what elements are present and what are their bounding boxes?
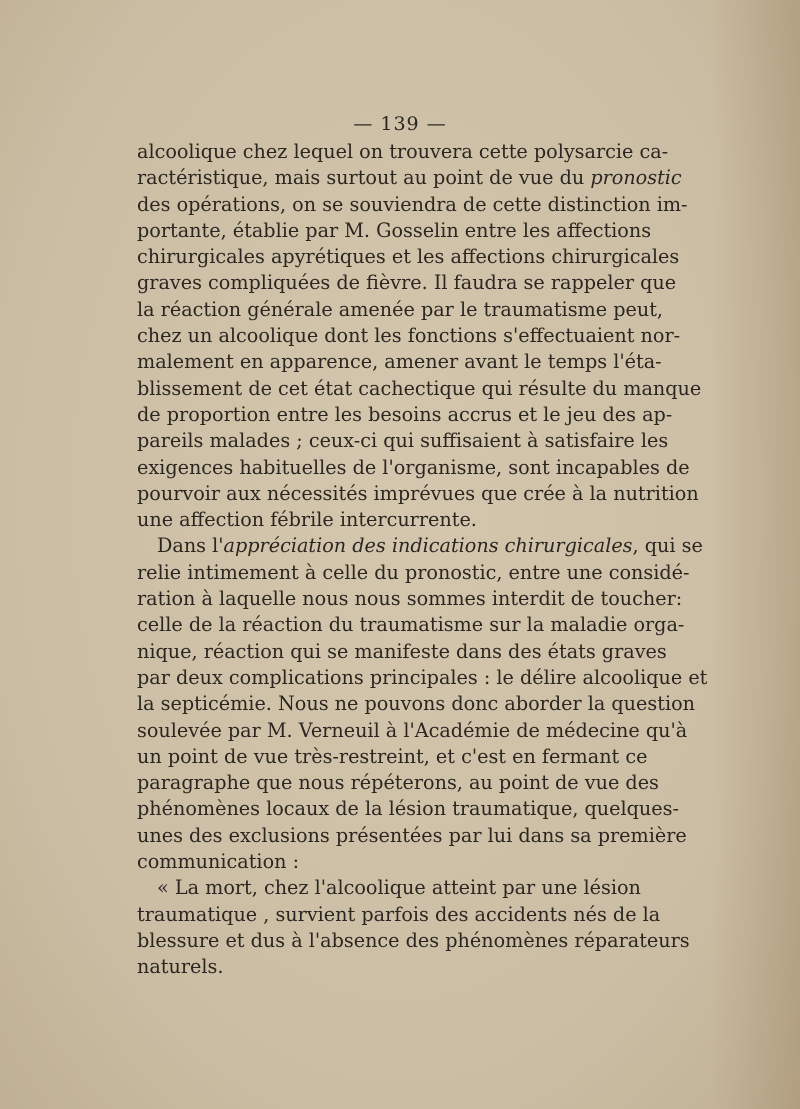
text-line xyxy=(137,533,703,559)
text-line xyxy=(137,244,680,270)
text-line xyxy=(137,770,659,796)
text-line xyxy=(137,165,682,191)
text-segment: pourvoir aux nécessités imprévues que crée à la nutrition xyxy=(137,481,699,505)
text-line xyxy=(137,849,615,875)
text-segment: unes des exclusions présentées par lui dans sa première xyxy=(137,823,687,847)
paper-stain xyxy=(710,0,800,1109)
text-line xyxy=(137,428,669,454)
text-line xyxy=(137,376,702,402)
text-segment: graves compliquées de fièvre. Il faudra se rappeler que xyxy=(137,271,677,295)
text-segment: paragraphe que nous répéterons, au point de vue des xyxy=(137,771,659,795)
italic-text: pronostic xyxy=(590,166,682,190)
text-line xyxy=(137,560,690,586)
text-line xyxy=(137,796,679,822)
text-segment: nique, réaction qui se manifeste dans des états graves xyxy=(137,639,667,663)
text-line xyxy=(137,954,615,980)
text-segment: blessure et dus à l'absence des phénomènes réparateurs xyxy=(137,928,690,952)
text-segment: chirurgicales apyrétiques et les affections chirurgicales xyxy=(137,245,680,269)
text-segment: la réaction générale amenée par le traumatisme peut, xyxy=(137,297,663,321)
text-line xyxy=(137,902,661,928)
text-segment: exigences habituelles de l'organisme, sont incapables de xyxy=(137,455,690,479)
text-line xyxy=(137,718,688,744)
page-number: — 139 — xyxy=(353,113,447,135)
text-line xyxy=(137,270,677,296)
text-segment: phénomènes locaux de la lésion traumatique, quelques- xyxy=(137,797,679,821)
text-segment: la septicémie. Nous ne pouvons donc aborder la question xyxy=(137,692,696,716)
text-line xyxy=(137,507,615,533)
text-segment: par deux complications principales : le délire alcoolique et xyxy=(137,665,708,689)
text-line xyxy=(137,823,687,849)
text-segment: malement en apparence, amener avant le temps l'éta- xyxy=(137,350,662,374)
text-line xyxy=(137,639,667,665)
text-segment: ractéristique, mais surtout au point de vue du xyxy=(137,166,591,190)
text-line xyxy=(137,139,669,165)
text-segment: portante, établie par M. Gosselin entre les affections xyxy=(137,218,652,242)
text-segment: ration à laquelle nous nous sommes interdit de toucher: xyxy=(137,587,683,611)
text-line xyxy=(137,691,696,717)
text-line xyxy=(137,402,673,428)
text-line xyxy=(137,349,662,375)
italic-text: appréciation des indications chirurgicales xyxy=(223,534,633,558)
text-line xyxy=(137,297,663,323)
text-line xyxy=(137,323,681,349)
text-segment: une affection fébrile intercurrente. xyxy=(137,508,477,532)
text-line xyxy=(137,875,641,901)
text-segment: relie intimement à celle du pronostic, entre une considé- xyxy=(137,560,690,584)
text-segment: alcoolique chez lequel on trouvera cette polysarcie ca- xyxy=(137,140,669,163)
text-segment: des opérations, on se souviendra de cette distinction im- xyxy=(137,192,688,216)
body-text xyxy=(137,139,708,981)
text-line xyxy=(137,744,648,770)
text-segment: un point de vue très-restreint, et c'est en fermant ce xyxy=(137,744,648,768)
text-segment: de proportion entre les besoins accrus et le jeu des ap- xyxy=(137,402,673,426)
text-segment: celle de la réaction du traumatisme sur la maladie orga- xyxy=(137,613,685,637)
text-line xyxy=(137,586,683,612)
text-line xyxy=(137,612,685,638)
text-segment: communication : xyxy=(137,850,300,874)
text-segment: blissement de cet état cachectique qui résulte du manque xyxy=(137,376,702,400)
text-segment: , qui se xyxy=(632,534,703,558)
text-line xyxy=(137,218,652,244)
text-line xyxy=(137,665,708,691)
text-segment: chez un alcoolique dont les fonctions s'effectuaient nor- xyxy=(137,324,681,348)
text-segment: pareils malades ; ceux-ci qui suffisaient à satisfaire les xyxy=(137,429,669,453)
text-segment: naturels. xyxy=(137,955,224,979)
text-line xyxy=(137,481,699,507)
text-segment: « La mort, chez l'alcoolique atteint par une lésion xyxy=(157,876,641,900)
text-segment: traumatique , survient parfois des accidents nés de la xyxy=(137,902,661,926)
text-segment: Dans l' xyxy=(157,534,224,558)
text-line xyxy=(137,928,690,954)
text-line xyxy=(137,455,690,481)
text-line xyxy=(137,192,688,218)
text-segment: soulevée par M. Verneuil à l'Académie de médecine qu'à xyxy=(137,718,688,742)
